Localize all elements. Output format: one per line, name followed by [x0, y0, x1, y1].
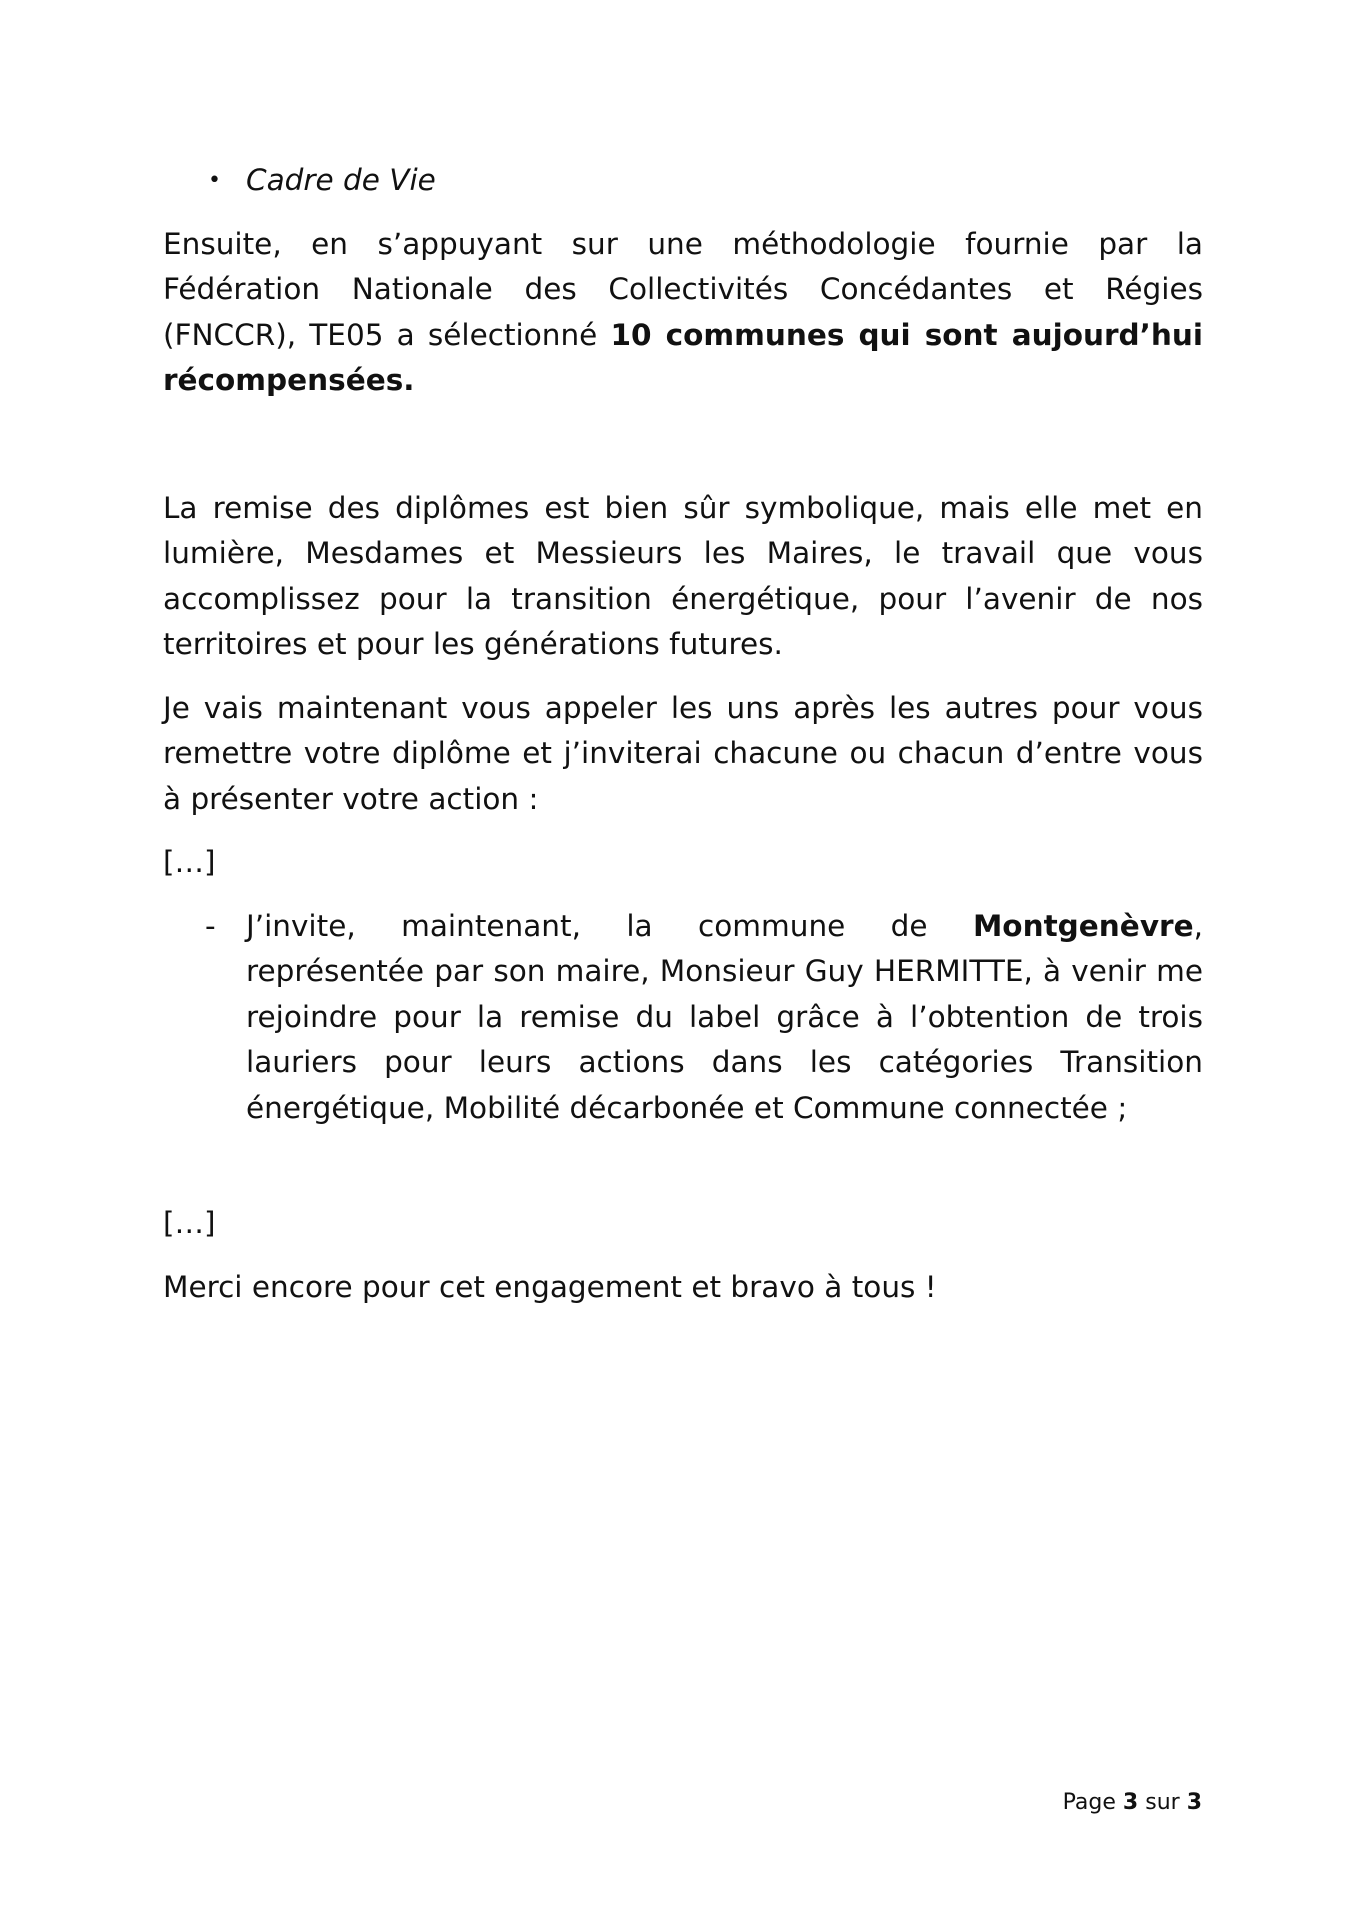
dash-list-item — [163, 904, 1203, 1132]
page-label: Page — [1062, 1790, 1116, 1815]
dash-mark: - — [205, 908, 216, 943]
bullet-item — [163, 158, 1203, 204]
document-body — [163, 158, 1203, 1310]
paragraph-methodology-bold: 10 communes qui sont aujourd’hui récompensées. — [163, 317, 1203, 397]
dash-item-before: J’invite, maintenant, la commune de — [246, 908, 973, 943]
dash-item-after: , représentée par son maire, Monsieur Guy HERMITTE, à venir me rejoindre pour la remise du label grâce à l’obtention de trois lauriers pour leurs actions dans les catégories Transition énergétique, Mobilité décarbonée et Commune connectée ; — [246, 908, 1203, 1125]
commune-name: Montgenèvre — [972, 908, 1194, 943]
bullet-item-text: Cadre de Vie — [246, 163, 436, 197]
page-footer — [1063, 1788, 1202, 1818]
paragraph-methodology-text: Ensuite, en s’appuyant sur une méthodologie fournie par la Fédération Nationale des Collectivités Concédantes et Régies (FNCCR), TE05 a sélectionné — [163, 226, 1203, 352]
total-pages-number: 3 — [1186, 1790, 1202, 1815]
paragraph-invitation: Je vais maintenant vous appeler les uns après les autres pour vous remettre votre diplôme et j’inviterai chacune ou chacun d’entre vous à présenter votre action : — [163, 690, 1203, 816]
current-page-number: 3 — [1122, 1790, 1139, 1815]
bullet-dot-icon: • — [208, 168, 221, 193]
closing-sentence: Merci encore pour cet engagement et bravo à tous ! — [163, 1269, 937, 1304]
paragraph-diplomas: La remise des diplômes est bien sûr symbolique, mais elle met en lumière, Mesdames et Messieurs les Maires, le travail que vous accomplissez pour la transition énergétique, pour l’avenir de nos territoires et pour les générations futures. — [163, 490, 1203, 661]
of-label: sur — [1145, 1790, 1180, 1815]
paragraph-methodology — [163, 222, 1203, 404]
ellipsis-marker: […] — [163, 845, 216, 879]
ellipsis-marker-2: […] — [163, 1206, 216, 1240]
